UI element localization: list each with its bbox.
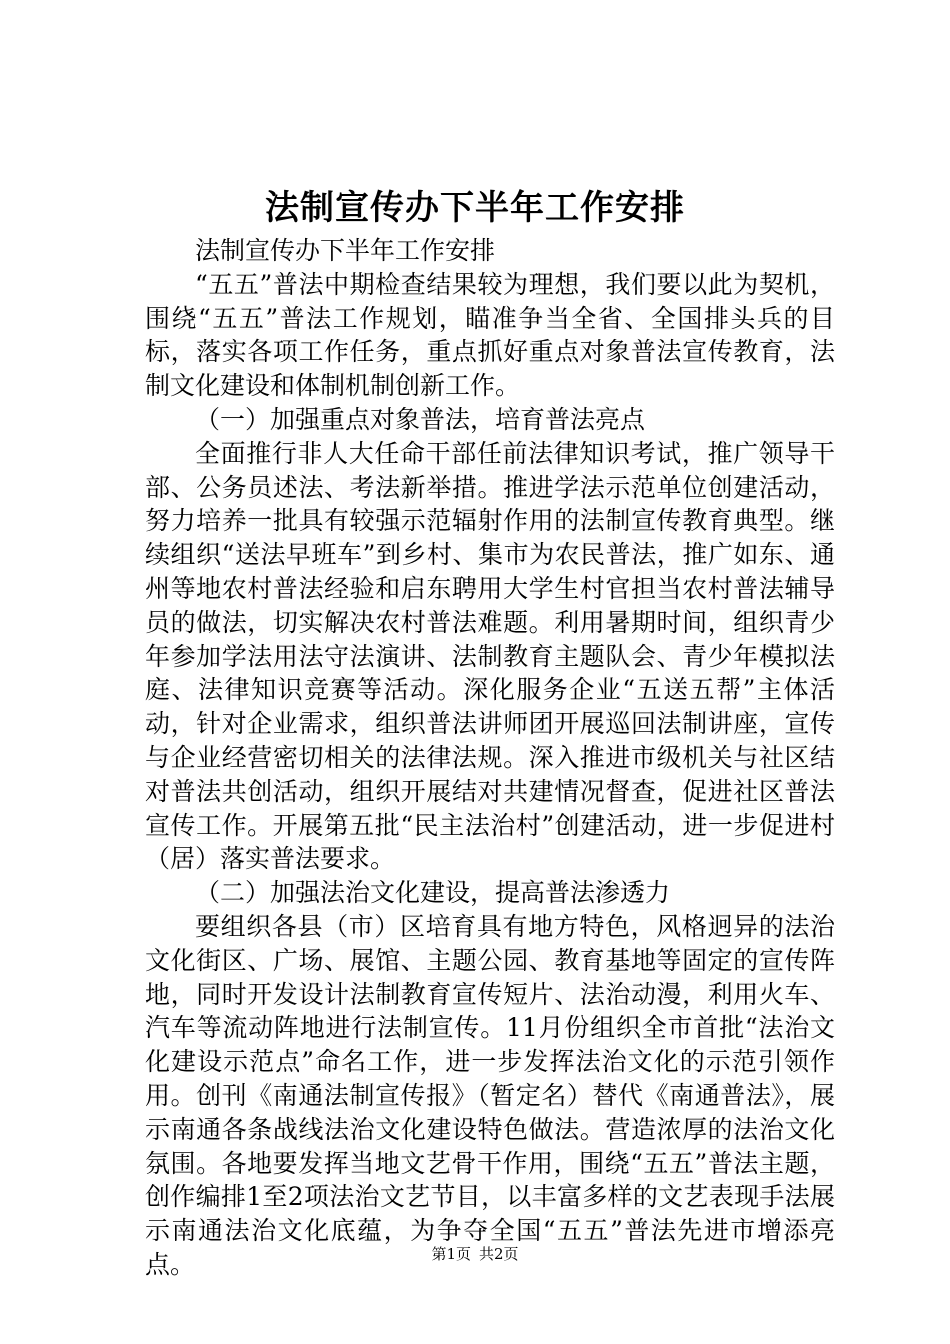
page-footer xyxy=(0,1244,950,1264)
section-heading-2: （二）加强法治文化建设，提高普法渗透力 xyxy=(195,878,671,908)
document-title: 法制宣传办下半年工作安排 xyxy=(265,188,685,228)
page-number-total: 共2页 xyxy=(479,1245,519,1263)
body-paragraph-section-2: 要组织各县（市）区培育具有地方特色，风格迥异的法治文化街区、广场、展馆、主题公园、教育基地等固定的宣传阵地，同时开发设计法制教育宣传短片、法治动漫，利用火车、汽车等流动阵地进行法制宣传。11月份组织全市首批“法治文化建设示范点”命名工作，进一步发挥法治文化的示范引领作用。创刊《南通法制宣传报》（暂定名）替代《南通普法》，展示南通各条战线法治文化建设特色做法。营造浓厚的法治文化氛围。各地要发挥当地文艺骨干作用，围绕“五五”普法主题，创作编排1至2项法治文艺节目，以丰富多样的文艺表现手法展示南通法治文化底蕴，为争夺全国“五五”普法先进市增添亮点。 xyxy=(145,911,835,1279)
page-number-current: 第1页 xyxy=(431,1245,471,1263)
section-heading-1: （一）加强重点对象普法，培育普法亮点 xyxy=(195,404,646,434)
document-body xyxy=(145,234,835,1282)
body-paragraph-subtitle: 法制宣传办下半年工作安排 xyxy=(195,236,496,265)
body-paragraph-section-1: 全面推行非人大任命干部任前法律知识考试，推广领导干部、公务员述法、考法新举措。推进学法示范单位创建活动，努力培养一批具有较强示范辐射作用的法制宣传教育典型。继续组织“送法早班车”到乡村、集市为农民普法，推广如东、通州等地农村普法经验和启东聘用大学生村官担当农村普法辅导员的做法，切实解决农村普法难题。利用暑期时间，组织青少年参加学法用法守法演讲、法制教育主题队会、青少年模拟法庭、法律知识竞赛等活动。深化服务企业“五送五帮”主体活动，针对企业需求，组织普法讲师团开展巡回法制讲座，宣传与企业经营密切相关的法律法规。深入推进市级机关与社区结对普法共创活动，组织开展结对共建情况督查，促进社区普法宣传工作。开展第五批“民主法治村”创建活动，进一步促进村（居）落实普法要求。 xyxy=(145,438,835,874)
body-paragraph-intro: “五五”普法中期检查结果较为理想，我们要以此为契机，围绕“五五”普法工作规划，瞄准争当全省、全国排头兵的目标，落实各项工作任务，重点抓好重点对象普法宣传教育，法制文化建设和体制机制创新工作。 xyxy=(145,269,835,401)
